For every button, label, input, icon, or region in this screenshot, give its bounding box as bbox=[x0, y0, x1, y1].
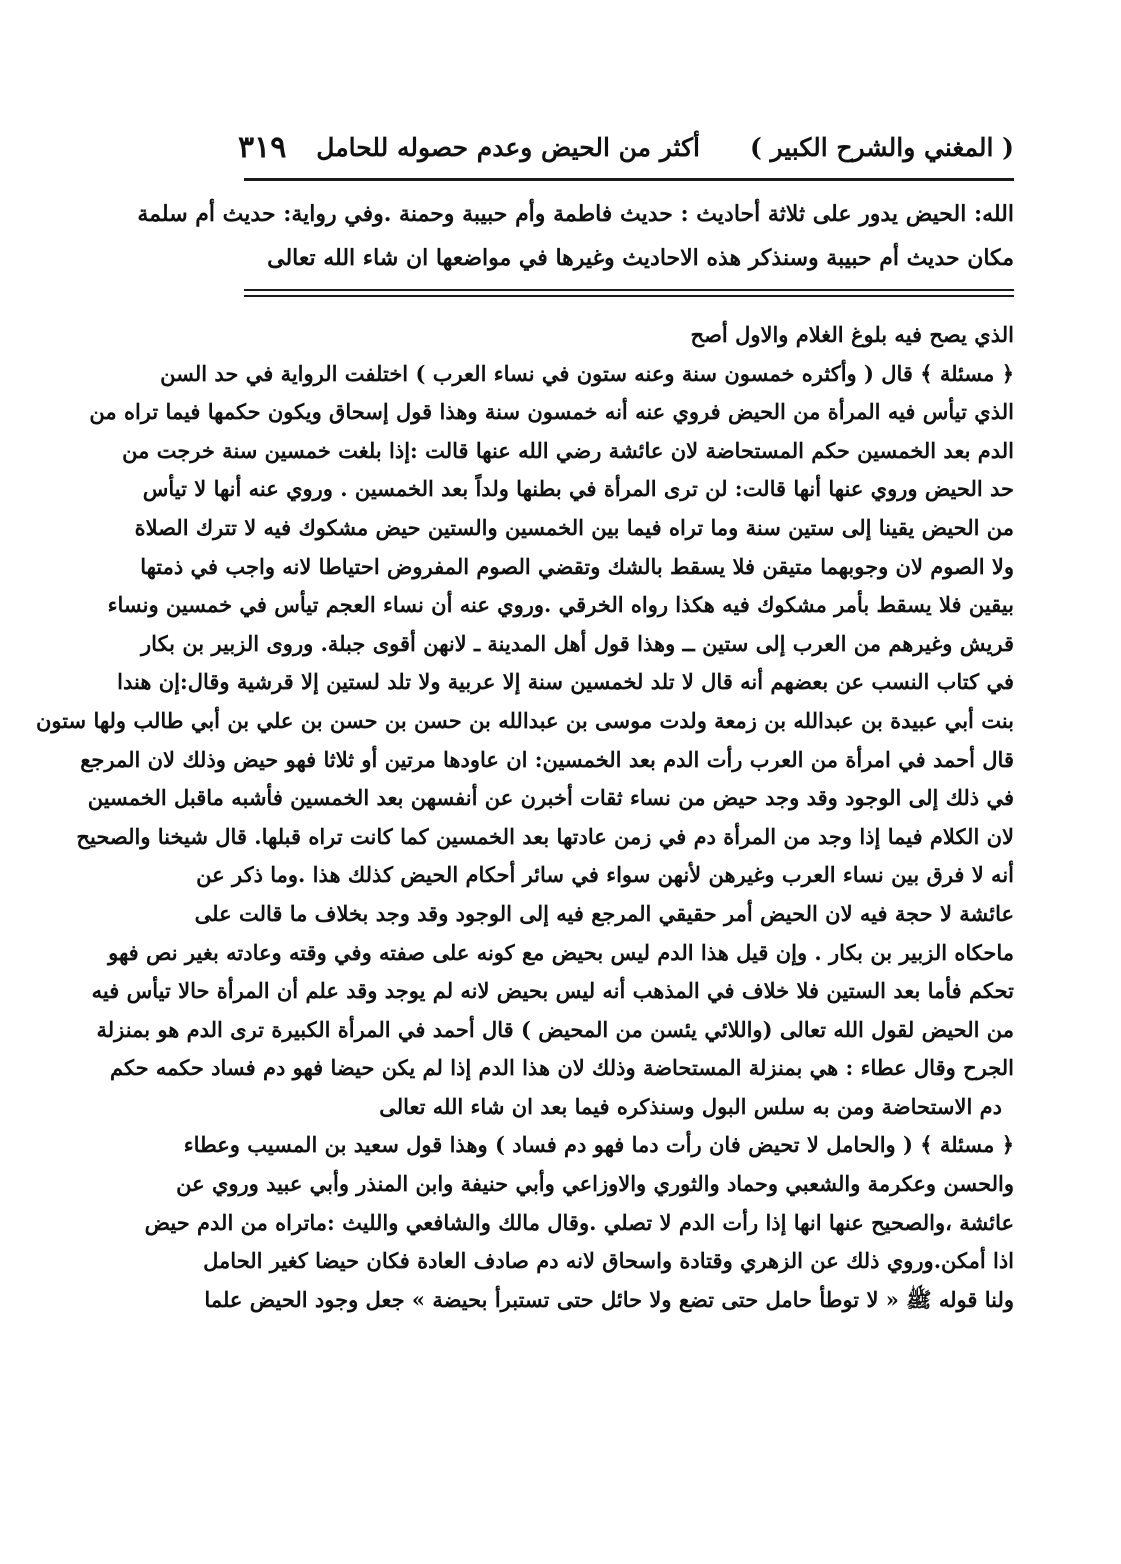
text-line: عائشة ،والصحيح عنها انها إذا رأت الدم لا تصلي .وقال مالك والشافعي والليث :ماتراه من الدم حيض bbox=[144, 1209, 1014, 1235]
header-rule bbox=[244, 178, 1014, 181]
text-line: والحسن وعكرمة والشعبي وحماد والثوري والاوزاعي وأبي حنيفة وابن المنذر وأبي عبيد وروي عن bbox=[176, 1171, 1014, 1197]
text-line: من الحيض لقول الله تعالى (واللائي يئسن من المحيض ) قال أحمد في المرأة الكبيرة ترى الدم هو بمنزلة bbox=[96, 1016, 1014, 1042]
text-line: الذي تيأس فيه المرأة من الحيض فروي عنه أنه خمسون سنة وهذا قول إسحاق ويكون حكمها فيما تراه من bbox=[89, 399, 1014, 425]
text-line: ﴿ مسئلة ﴾ ( والحامل لا تحيض فان رأت دما فهو دم فساد ) وهذا قول سعيد بن المسيب وعطاء bbox=[183, 1132, 1014, 1158]
text-line: تحكم فأما بعد الستين فلا خلاف في المذهب أنه ليس بحيض لانه لم يوجد وقد علم أن المرأة حالا تيأس فيه bbox=[91, 978, 1014, 1004]
upper-commentary bbox=[137, 192, 1014, 280]
text-line: ﴿ مسئلة ﴾ قال ( وأكثره خمسون سنة وعنه ستون في نساء العرب ) اختلفت الرواية في حد السن bbox=[160, 360, 1014, 386]
text-line: ولا الصوم لان وجوبهما متيقن فلا يسقط بالشك وتقضي الصوم المفروض احتياطا لانه واجب في ذمتها bbox=[140, 553, 1014, 579]
text-line: بيقين فلا يسقط بأمر مشكوك فيه هكذا رواه الخرقي .وروي عنه أن نساء العجم تيأس في خمسين ونساء bbox=[107, 592, 1014, 618]
book-title: ( المغني والشرح الكبير ) bbox=[749, 132, 1014, 162]
chapter-title: أكثر من الحيض وعدم حصوله للحامل bbox=[316, 132, 700, 162]
text-line: قريش وغيرهم من العرب إلى ستين ــ وهذا قول أهل المدينة ـ لانهن أقوى جبلة. وروى الزبير بن بكار bbox=[141, 630, 1014, 656]
commentary-line: مكان حديث أم حبيبة وسنذكر هذه الاحاديث وغيرها في مواضعها ان شاء الله تعالى bbox=[267, 245, 1014, 271]
commentary-line: الله: الحيض يدور على ثلاثة أحاديث : حديث فاطمة وأم حبيبة وحمنة .وفي رواية: حديث أم سلمة bbox=[137, 201, 1014, 227]
text-line: اذا أمكن.وروي ذلك عن الزهري وقتادة واسحاق لانه دم صادف العادة فكان حيضا كغير الحامل bbox=[203, 1248, 1014, 1274]
text-line: في ذلك إلى الوجود وقد وجد حيض من نساء ثقات أخبرن عن أنفسهن بعد الخمسين فأشبه ماقبل الخمسين bbox=[87, 785, 1014, 811]
main-text bbox=[35, 316, 1014, 1319]
page-number: ٣١٩ bbox=[238, 129, 287, 165]
text-line: ولنا قوله ﷺ « لا توطأ حامل حتى تضع ولا حائل حتى تستبرأ بحيضة » جعل وجود الحيض علما bbox=[204, 1286, 1014, 1312]
text-line: بنت أبي عبيدة بن عبدالله بن زمعة ولدت موسى بن عبدالله بن حسن بن حسن بن علي بن أبي طالب ولها ستون bbox=[35, 707, 1014, 733]
text-line: الذي يصح فيه بلوغ الغلام والاول أصح bbox=[690, 322, 1014, 347]
text-line: في كتاب النسب عن بعضهم أنه قال لا تلد لخمسين سنة إلا عربية ولا تلد لستين إلا قرشية وقال:إن هندا bbox=[117, 669, 1014, 695]
text-line: من الحيض يقينا إلى ستين سنة وما تراه فيما بين الخمسين والستين حيض مشكوك فيه لا تترك الصلاة bbox=[134, 514, 1014, 540]
text-line: دم الاستحاضة ومن به سلس البول وسنذكره فيما بعد ان شاء الله تعالى bbox=[379, 1093, 1002, 1119]
separator-rule-top bbox=[244, 289, 1014, 291]
text-line: قال أحمد في امرأة من العرب رأت الدم بعد الخمسين: ان عاودها مرتين أو ثلاثا فهو حيض وذلك لان المرجع bbox=[80, 746, 1014, 772]
running-header bbox=[238, 124, 1014, 170]
text-line: لان الكلام فيما إذا وجد من المرأة دم في زمن عادتها بعد الخمسين كما كانت تراه قبلها. قال شيخنا والصحيح bbox=[76, 823, 1014, 849]
text-line: أنه لا فرق بين نساء العرب وغيرهن لأنهن سواء في سائر أحكام الحيض كذلك هذا .وما ذكر عن bbox=[196, 862, 1014, 888]
text-line: عائشة لا حجة فيه لان الحيض أمر حقيقي المرجع فيه إلى الوجود وقد وجد بخلاف ما قالت على bbox=[194, 900, 1014, 926]
text-line: حد الحيض وروي عنها أنها قالت: لن ترى المرأة في بطنها ولداً بعد الخمسين . وروي عنه أنها لا تيأس bbox=[142, 476, 1014, 502]
text-line: الجرح وقال عطاء : هي بمنزلة المستحاضة وذلك لان هذا الدم إذا لم يكن حيضا فهو دم فساد حكمه حكم bbox=[110, 1055, 1014, 1081]
text-line: ماحكاه الزبير بن بكار . وإن قيل هذا الدم ليس بحيض مع كونه على صفته وفي وقته وعادته بغير نص فهو bbox=[108, 939, 1014, 965]
text-line: الدم بعد الخمسين حكم المستحاضة لان عائشة رضي الله عنها قالت :إذا بلغت خمسين سنة خرجت من bbox=[122, 437, 1014, 463]
separator-rule-bottom bbox=[244, 295, 1014, 297]
